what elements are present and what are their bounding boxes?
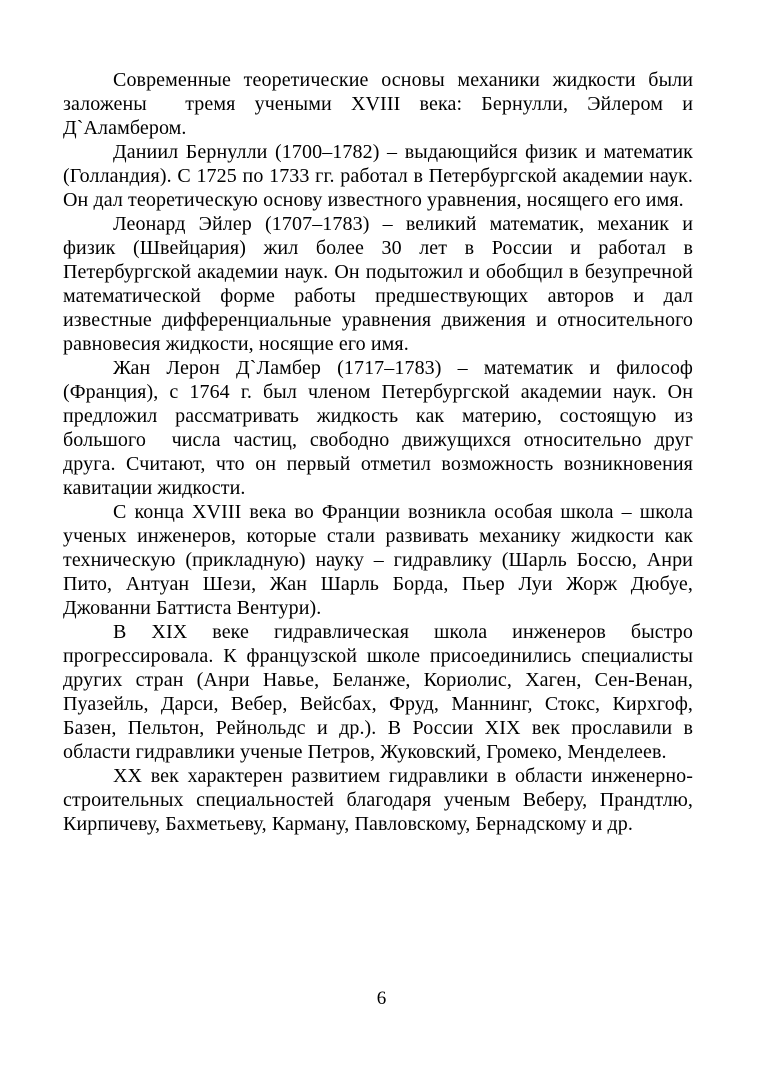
paragraph-19th-century: В XIX веке гидравлическая школа инженеров быстро прогрессировала. К французской школе присоединились специалисты других стран (Анри Навье, Беланже, Кориолис, Хаген, Сен-Венан, Пуазейль, Дарси, Вебер, Вейсбах, Фруд, Маннинг, Стокс, Кирхгоф, Базен, Пельтон, Рейнольдс и др.). В России XIX век прославили в области гидравлики ученые Петров, Жуковский, Громеко, Менделеев. — [63, 621, 699, 763]
paragraph-20th-century: ХХ век характерен развитием гидравлики в области инженерно-строительных специальностей благодаря ученым Веберу, Прандтлю, Кирпичеву, Бахметьеву, Карману, Павловскому, Бернадскому и др. — [63, 765, 699, 835]
text-block — [63, 68, 699, 836]
paragraph-intro: Современные теоретические основы механики жидкости были заложены тремя учеными XVIII века: Бернулли, Эйлером и Д`Аламбером. — [63, 69, 699, 139]
paragraph-bernoulli: Даниил Бернулли (1700–1782) – выдающийся физик и математик (Голландия). С 1725 по 1733 гг. работал в Петербургской академии наук. Он дал теоретическую основу известного уравнения, носящего его имя. — [63, 141, 699, 211]
paragraph-dalembert: Жан Лерон Д`Ламбер (1717–1783) – математик и философ (Франция), с 1764 г. был членом Петербургской академии наук. Он предложил рассматривать жидкость как материю, состоящую из большого числа частиц, свободно движущихся относительно друг друга. Считают, что он первый отметил возможность возникновения кавитации жидкости. — [63, 357, 699, 499]
paragraph-french-school: С конца XVIII века во Франции возникла особая школа – школа ученых инженеров, которые стали развивать механику жидкости как техническую (прикладную) науку – гидравлику (Шарль Боссю, Анри Пито, Антуан Шези, Жан Шарль Борда, Пьер Луи Жорж Дюбуе, Джованни Баттиста Вентури). — [63, 501, 699, 619]
paragraph-euler: Леонард Эйлер (1707–1783) – великий математик, механик и физик (Швейцария) жил более 30 лет в России и работал в Петербургской академии наук. Он подытожил и обобщил в безупречной математической форме работы предшествующих авторов и дал известные дифференциальные уравнения движения и относительного равновесия жидкости, носящие его имя. — [63, 213, 699, 355]
page-number: 6 — [376, 988, 387, 1009]
